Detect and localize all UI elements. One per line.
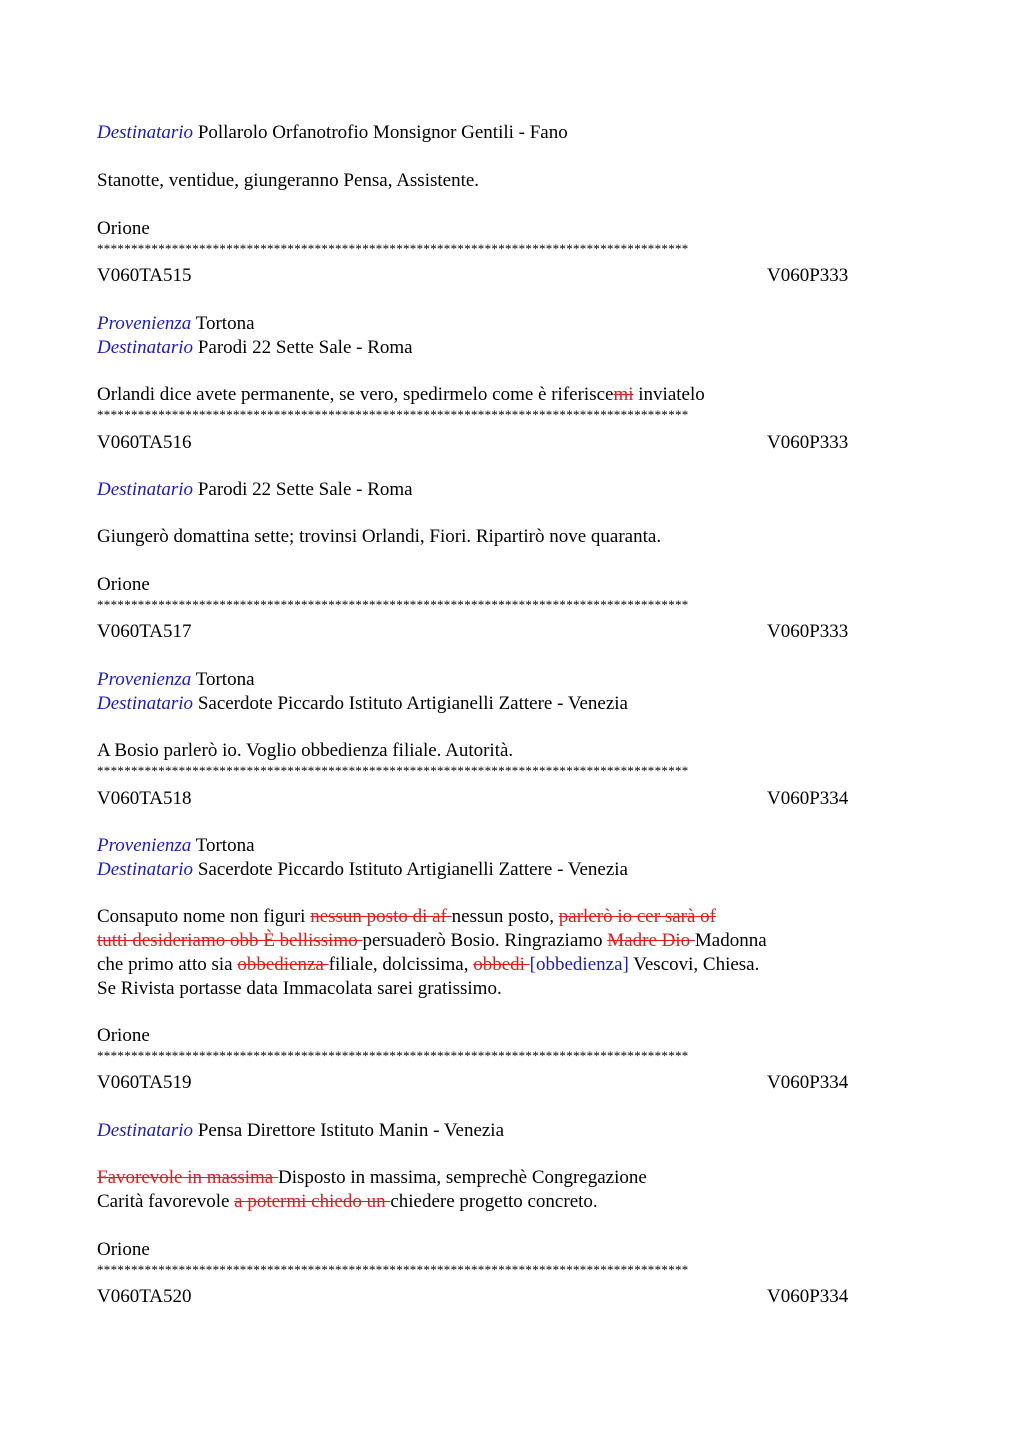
text-segment: chiedere progetto concreto. [390, 1191, 598, 1212]
telegram-text-line [97, 1190, 598, 1214]
separator: *************************************************************************************** [97, 1262, 689, 1277]
telegram-text-line [97, 929, 767, 953]
text-segment: nessun posto, [451, 906, 559, 927]
telegram-code: V060TA518 [97, 788, 192, 809]
text-segment: Madonna [694, 930, 767, 951]
page-code: V060P334 [767, 1072, 849, 1093]
inserted-text: [obbedienza] [529, 954, 629, 975]
provenienza-label: Provenienza [97, 313, 192, 334]
text-segment: Disposto in massima, semprechè Congregazione [278, 1167, 647, 1188]
telegram-text [97, 383, 705, 407]
telegram-code: V060TA517 [97, 621, 192, 642]
destinatario-value: Parodi 22 Sette Sale - Roma [197, 337, 413, 358]
destinatario-label: Destinatario [97, 693, 194, 714]
destinatario-line [97, 121, 568, 145]
deleted-text: nessun posto di af [310, 906, 452, 927]
destinatario-label: Destinatario [97, 1120, 194, 1141]
deleted-text: mi [613, 384, 634, 405]
separator: *************************************************************************************** [97, 241, 689, 256]
destinatario-value: Pollarolo Orfanotrofio Monsignor Gentili - Fano [197, 122, 568, 143]
destinatario-label: Destinatario [97, 122, 194, 143]
deleted-text: parlerò io cer sarà of [558, 906, 716, 927]
deleted-text: tutti desideriamo obb È bellissimo [97, 930, 363, 951]
telegram-text: A Bosio parlerò io. Voglio obbedienza filiale. Autorità. [97, 740, 514, 761]
page-code: V060P333 [767, 621, 849, 642]
signature: Orione [97, 1025, 150, 1046]
provenienza-value: Tortona [195, 313, 255, 334]
destinatario-line [97, 336, 413, 360]
provenienza-line [97, 668, 255, 692]
destinatario-value: Sacerdote Piccardo Istituto Artigianelli Zattere - Venezia [197, 859, 628, 880]
page-code: V060P334 [767, 788, 849, 809]
page-code: V060P333 [767, 432, 849, 453]
deleted-text: Favorevole in massima [97, 1167, 278, 1188]
telegram-text-line [97, 953, 759, 977]
provenienza-value: Tortona [195, 669, 255, 690]
text-segment: Orlandi dice avete permanente, se vero, spedirmelo come è riferisce [97, 384, 614, 405]
text-segment: persuaderò Bosio. Ringraziamo [362, 930, 608, 951]
text-segment: inviatelo [633, 384, 705, 405]
provenienza-value: Tortona [195, 835, 255, 856]
deleted-text: a potermi chiedo un [234, 1191, 391, 1212]
page-code: V060P333 [767, 265, 849, 286]
provenienza-line [97, 312, 255, 336]
destinatario-label: Destinatario [97, 859, 194, 880]
telegram-code: V060TA515 [97, 265, 192, 286]
telegram-code: V060TA516 [97, 432, 192, 453]
destinatario-label: Destinatario [97, 479, 194, 500]
signature: Orione [97, 574, 150, 595]
destinatario-line [97, 1119, 504, 1143]
separator: *************************************************************************************** [97, 597, 689, 612]
destinatario-value: Pensa Direttore Istituto Manin - Venezia [197, 1120, 505, 1141]
destinatario-line [97, 858, 628, 882]
telegram-code: V060TA519 [97, 1072, 192, 1093]
destinatario-line [97, 478, 413, 502]
text-segment: Consaputo nome non figuri [97, 906, 311, 927]
text-segment: Vescovi, Chiesa. [628, 954, 760, 975]
signature: Orione [97, 1239, 150, 1260]
deleted-text: Madre Dio [607, 930, 695, 951]
destinatario-label: Destinatario [97, 337, 194, 358]
provenienza-label: Provenienza [97, 669, 192, 690]
telegram-text-line [97, 905, 716, 929]
text-segment: filiale, dolcissima, [328, 954, 474, 975]
signature: Orione [97, 218, 150, 239]
page-code: V060P334 [767, 1286, 849, 1307]
deleted-text: obbedienza [237, 954, 329, 975]
provenienza-label: Provenienza [97, 835, 192, 856]
telegram-code: V060TA520 [97, 1286, 192, 1307]
text-segment: Carità favorevole [97, 1191, 235, 1212]
separator: *************************************************************************************** [97, 1048, 689, 1063]
deleted-text: obbedi [473, 954, 530, 975]
telegram-text-line: Se Rivista portasse data Immacolata sarei gratissimo. [97, 978, 502, 999]
telegram-text-line [97, 1166, 647, 1190]
text-segment: che primo atto sia [97, 954, 238, 975]
telegram-text: Giungerò domattina sette; trovinsi Orlandi, Fiori. Ripartirò nove quaranta. [97, 526, 662, 547]
destinatario-value: Sacerdote Piccardo Istituto Artigianelli Zattere - Venezia [197, 693, 628, 714]
destinatario-line [97, 692, 628, 716]
separator: *************************************************************************************** [97, 407, 689, 422]
telegram-text: Stanotte, ventidue, giungeranno Pensa, Assistente. [97, 170, 480, 191]
destinatario-value: Parodi 22 Sette Sale - Roma [197, 479, 413, 500]
provenienza-line [97, 834, 255, 858]
separator: *************************************************************************************** [97, 763, 689, 778]
